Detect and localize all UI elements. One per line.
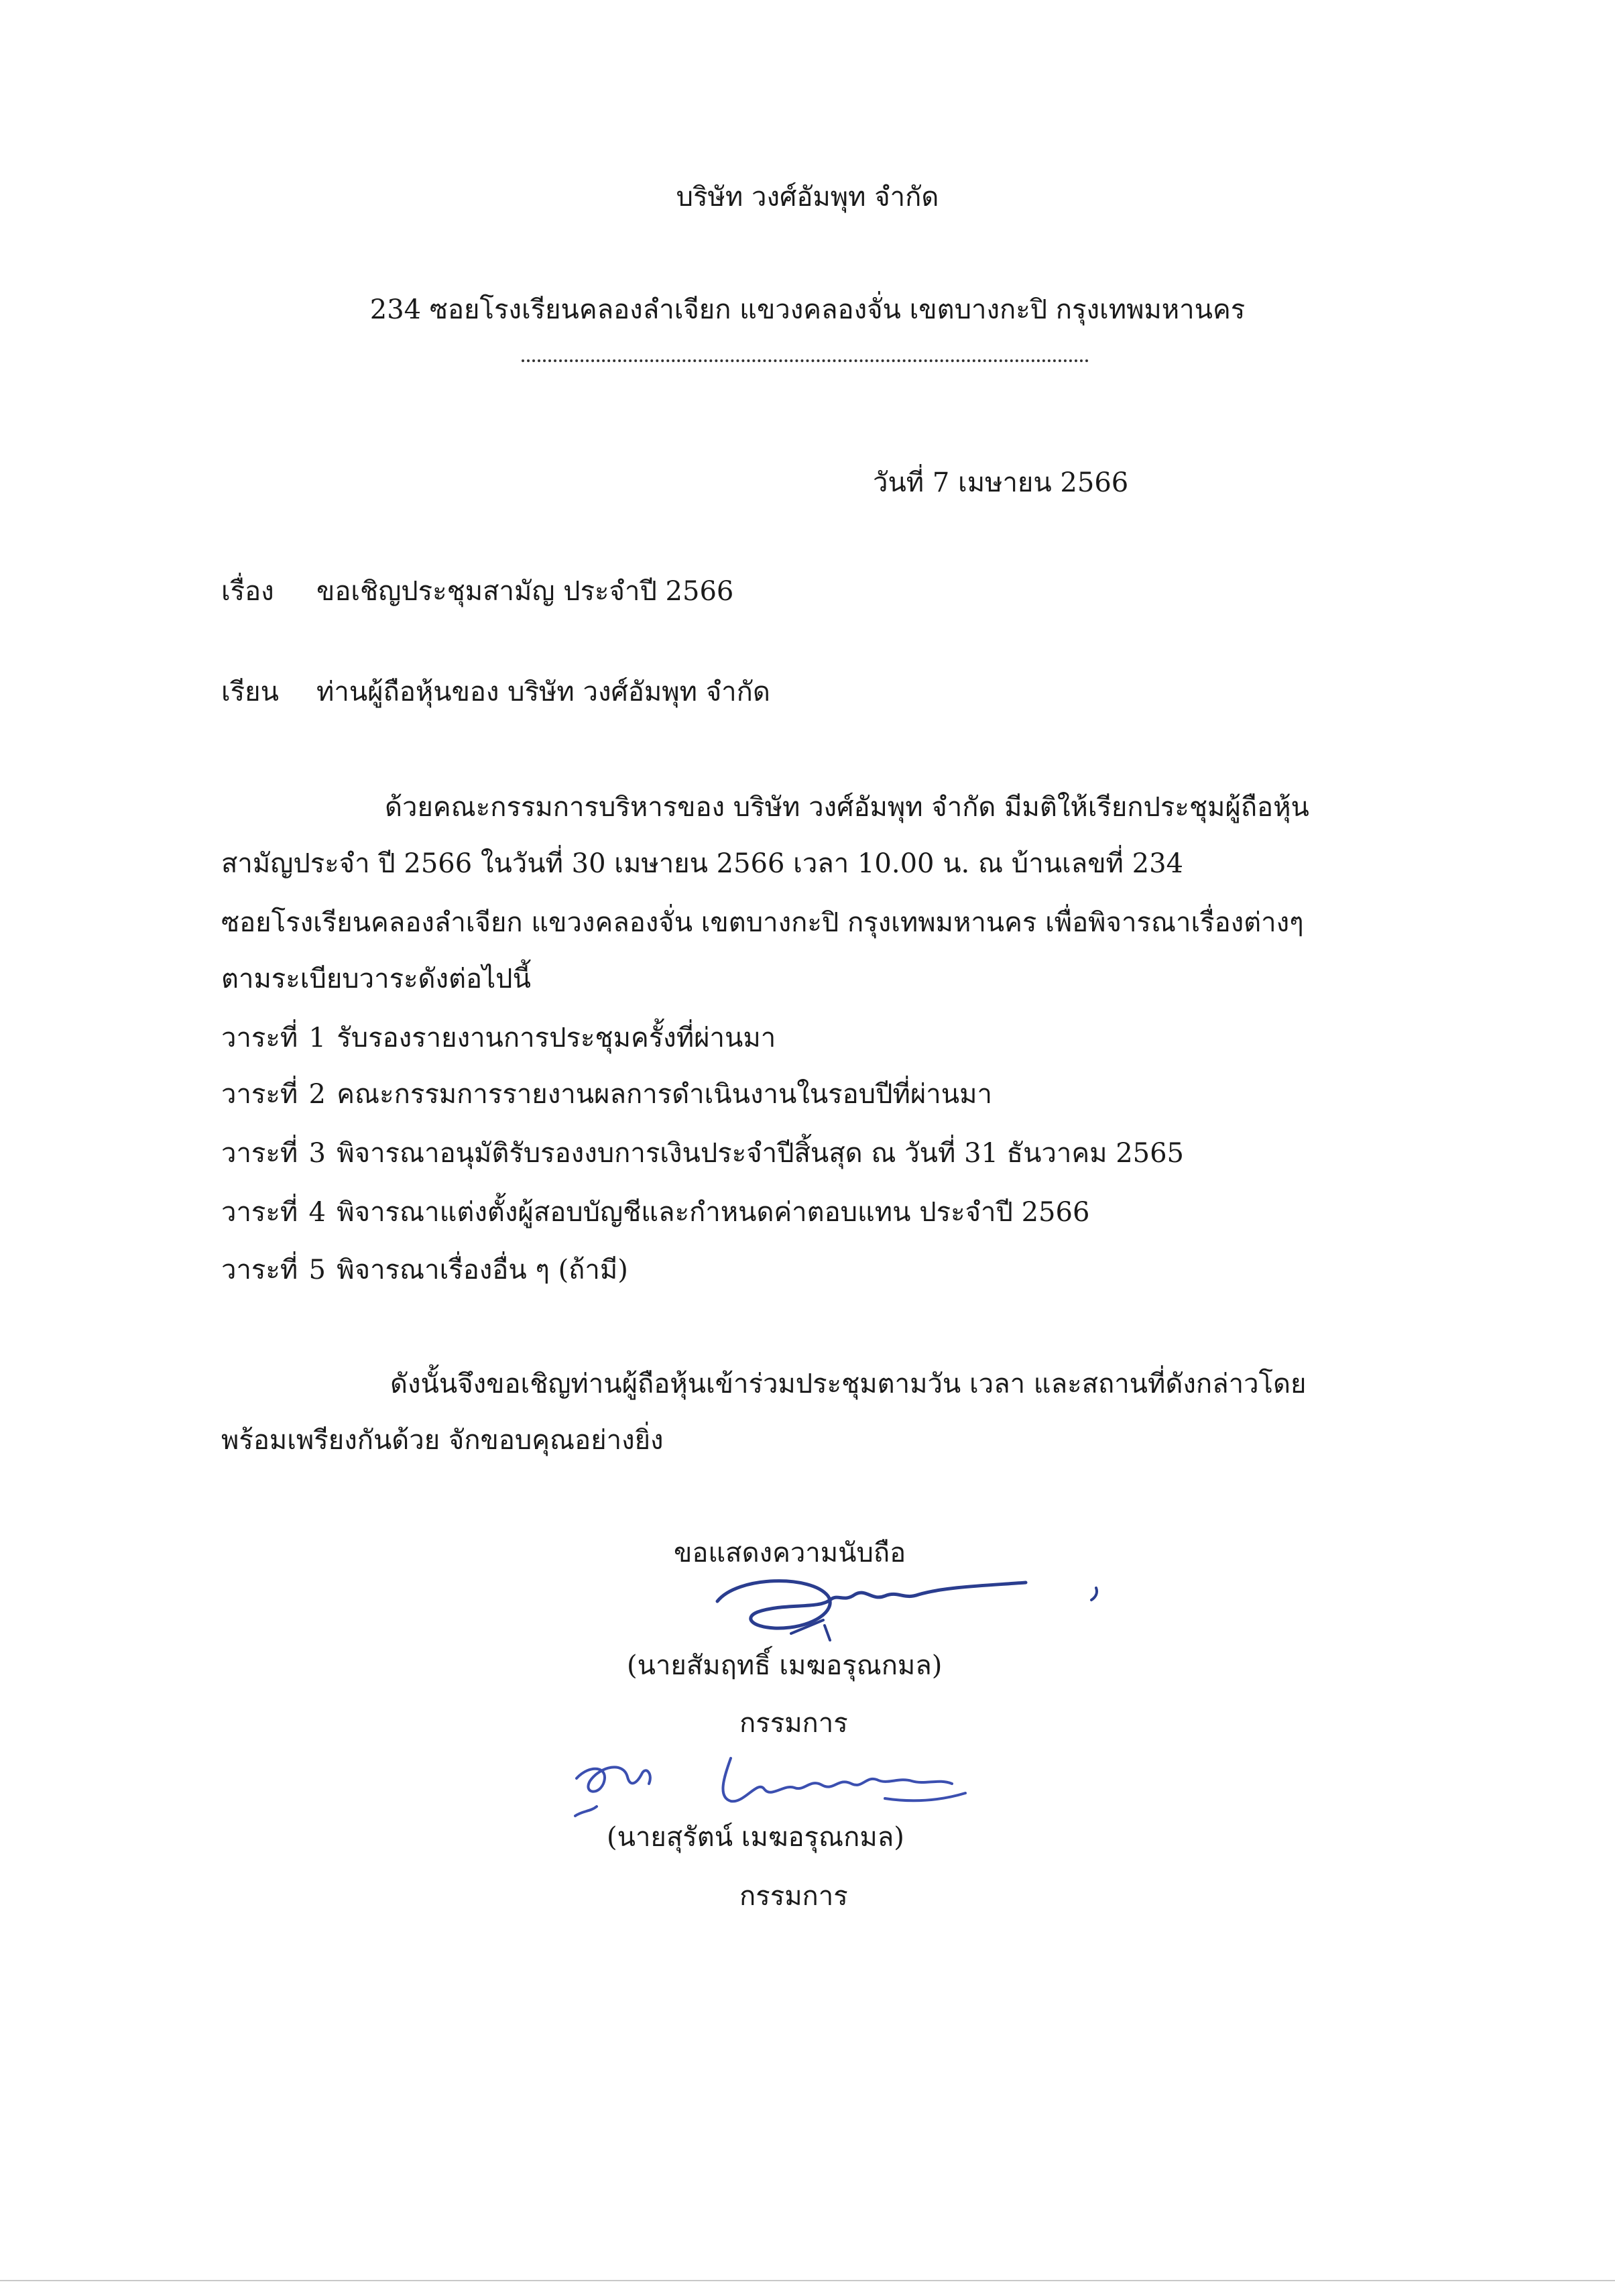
signatory-2-title: กรรมการ — [739, 1881, 848, 1912]
closing-line: พร้อมเพรียงกันด้วย จักขอบคุณอย่างยิ่ง — [221, 1425, 664, 1456]
body-line: ด้วยคณะกรรมการบริหารของ บริษัท วงศ์อัมพุท จำกัด มีมติให้เรียกประชุมผู้ถือหุ้น — [385, 792, 1309, 823]
agenda-number: 1 — [308, 1023, 326, 1053]
agenda-item — [221, 1078, 992, 1110]
agenda-label: วาระที่ — [221, 1023, 298, 1053]
agenda-label: วาระที่ — [221, 1197, 298, 1228]
recipient-line — [221, 676, 770, 708]
agenda-label: วาระที่ — [221, 1079, 298, 1110]
agenda-item — [221, 1254, 628, 1286]
signatory-2-name: (นายสุรัตน์ เมฆอรุณกมล) — [607, 1822, 904, 1853]
agenda-text: พิจารณาอนุมัติรับรองงบการเงินประจำปีสิ้นสุด ณ วันที่ 31 ธันวาคม 2565 — [337, 1138, 1184, 1169]
regards-text: ขอแสดงความนับถือ — [674, 1538, 906, 1568]
scan-edge-line — [0, 2280, 1615, 2281]
agenda-number: 5 — [308, 1255, 326, 1285]
subject-label: เรื่อง — [221, 576, 274, 607]
agenda-item — [221, 1022, 776, 1054]
company-name: บริษัท วงศ์อัมพุท จำกัด — [676, 182, 939, 213]
subject-text: ขอเชิญประชุมสามัญ ประจำปี 2566 — [316, 576, 734, 607]
agenda-text: พิจารณาแต่งตั้งผู้สอบบัญชีและกำหนดค่าตอบแทน ประจำปี 2566 — [337, 1197, 1090, 1228]
agenda-number: 3 — [308, 1138, 326, 1169]
recipient-text: ท่านผู้ถือหุ้นของ บริษัท วงศ์อัมพุท จำกัด — [316, 677, 770, 707]
dotted-separator — [522, 359, 1089, 362]
signature-1-image — [711, 1556, 1113, 1643]
agenda-label: วาระที่ — [221, 1138, 298, 1169]
body-line: ตามระเบียบวาระดังต่อไปนี้ — [221, 964, 531, 994]
agenda-text: พิจารณาเรื่องอื่น ๆ (ถ้ามี) — [337, 1255, 628, 1285]
company-address: 234 ซอยโรงเรียนคลองลำเจียก แขวงคลองจั่น เขตบางกะปิ กรุงเทพมหานคร — [369, 294, 1246, 325]
date-line: วันที่ 7 เมษายน 2566 — [873, 467, 1129, 498]
agenda-number: 4 — [308, 1197, 326, 1228]
subject-line — [221, 575, 733, 608]
closing-line: ดังนั้นจึงขอเชิญท่านผู้ถือหุ้นเข้าร่วมประชุมตามวัน เวลา และสถานที่ดังกล่าวโดย — [390, 1369, 1307, 1399]
agenda-label: วาระที่ — [221, 1255, 298, 1285]
body-line: สามัญประจำ ปี 2566 ในวันที่ 30 เมษายน 2566 เวลา 10.00 น. ณ บ้านเลขที่ 234 — [221, 848, 1183, 879]
signature-2-image — [563, 1737, 992, 1831]
agenda-item — [221, 1137, 1184, 1169]
agenda-text: คณะกรรมการรายงานผลการดำเนินงานในรอบปีที่ผ่านมา — [337, 1079, 992, 1110]
body-line: ซอยโรงเรียนคลองลำเจียก แขวงคลองจั่น เขตบางกะปิ กรุงเทพมหานคร เพื่อพิจารณาเรื่องต่างๆ — [221, 907, 1304, 938]
recipient-label: เรียน — [221, 677, 279, 707]
signatory-1-name: (นายสัมฤทธิ์ เมฆอรุณกมล) — [627, 1650, 943, 1681]
agenda-number: 2 — [308, 1079, 326, 1110]
agenda-text: รับรองรายงานการประชุมครั้งที่ผ่านมา — [337, 1023, 776, 1053]
signatory-1-title: กรรมการ — [739, 1708, 848, 1739]
agenda-item — [221, 1196, 1089, 1228]
